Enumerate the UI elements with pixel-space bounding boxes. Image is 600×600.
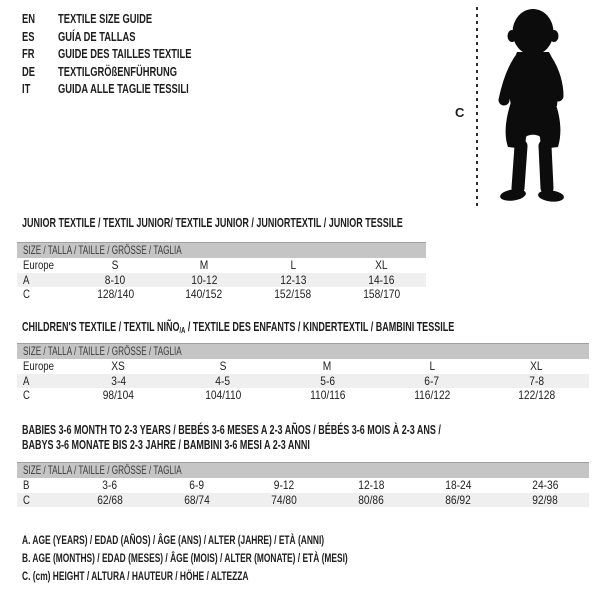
table-cell: 18-24 bbox=[445, 478, 472, 492]
language-title: GUIDE DES TAILLES TEXTILE bbox=[58, 46, 192, 61]
table-cell: 116/122 bbox=[414, 388, 451, 402]
table-cell: 140/152 bbox=[185, 287, 223, 301]
language-list bbox=[22, 10, 243, 98]
table-row bbox=[17, 287, 426, 302]
row-label: B bbox=[23, 478, 30, 492]
table-cell: 104/110 bbox=[204, 388, 241, 402]
table-header-label: SIZE / TALLA / TAILLE / GRÖSSE / TAGLIA bbox=[23, 463, 182, 477]
table-row bbox=[17, 493, 589, 508]
language-code: IT bbox=[22, 81, 31, 96]
table-cell: 4-5 bbox=[215, 373, 231, 388]
section-childrens-textile bbox=[17, 320, 589, 403]
size-table bbox=[17, 462, 589, 507]
language-row bbox=[22, 80, 243, 98]
table-row bbox=[17, 374, 589, 389]
table-cell: XL bbox=[375, 258, 388, 272]
table-header-label: SIZE / TALLA / TAILLE / GRÖSSE / TAGLIA bbox=[23, 243, 182, 257]
section-junior-textile bbox=[17, 216, 426, 302]
row-label: Europe bbox=[23, 359, 54, 373]
baby-silhouette-icon bbox=[487, 5, 577, 212]
table-cell: 122/128 bbox=[518, 388, 556, 402]
language-title: GUIDA ALLE TAGLIE TESSILI bbox=[58, 81, 189, 96]
table-cell: 24-36 bbox=[532, 478, 559, 492]
language-title: TEXTILGRÖßENFÜHRUNG bbox=[58, 63, 178, 79]
table-cell: 68/74 bbox=[183, 492, 210, 507]
table-cell: 110/116 bbox=[309, 388, 346, 402]
section-babies-textile bbox=[17, 423, 589, 507]
height-measure-dashed-line bbox=[476, 7, 478, 208]
language-code: EN bbox=[22, 11, 36, 26]
row-label: C bbox=[23, 492, 30, 507]
table-cell: 14-16 bbox=[368, 272, 395, 287]
table-header-bar bbox=[17, 462, 589, 478]
language-row bbox=[22, 28, 243, 46]
row-label: A bbox=[23, 373, 30, 388]
table-cell: 9-12 bbox=[273, 478, 295, 492]
size-table bbox=[17, 242, 426, 302]
section-title bbox=[22, 320, 589, 335]
footnote-line: C. (cm) HEIGHT / ALTURA / HAUTEUR / HÖHE / ALTEZZA bbox=[22, 569, 249, 583]
table-cell: 5-6 bbox=[320, 373, 335, 388]
language-row bbox=[22, 63, 243, 81]
row-label: C bbox=[23, 287, 30, 301]
row-label: A bbox=[23, 272, 30, 287]
footnote-legend bbox=[22, 531, 487, 585]
table-cell: 8-10 bbox=[105, 272, 126, 287]
table-header-bar bbox=[17, 343, 589, 359]
table-cell: S bbox=[111, 258, 119, 272]
table-cell: 152/158 bbox=[274, 287, 312, 301]
table-cell: S bbox=[219, 359, 227, 373]
table-cell: 86/92 bbox=[445, 492, 472, 507]
language-code: FR bbox=[22, 46, 35, 61]
table-cell: 6-9 bbox=[189, 478, 205, 492]
section-title-line: BABYS 3-6 MONATE BIS 2-3 JAHRE / BAMBINI 3-6 MESI A 2-3 ANNI bbox=[22, 438, 310, 452]
table-row bbox=[17, 359, 589, 374]
table-cell: 74/80 bbox=[271, 492, 297, 507]
row-label: C bbox=[23, 388, 30, 402]
table-row bbox=[17, 388, 589, 403]
table-cell: 6-7 bbox=[424, 373, 440, 388]
language-code: DE bbox=[22, 63, 36, 79]
section-title bbox=[22, 216, 426, 231]
table-cell: 128/140 bbox=[96, 287, 134, 301]
table-cell: M bbox=[199, 258, 209, 272]
row-label: Europe bbox=[23, 258, 54, 272]
table-row bbox=[17, 273, 426, 288]
table-cell: M bbox=[323, 359, 332, 373]
table-cell: 12-13 bbox=[279, 272, 306, 287]
section-title bbox=[22, 423, 589, 453]
table-cell: XS bbox=[111, 359, 126, 373]
language-row bbox=[22, 45, 243, 63]
table-cell: 62/68 bbox=[96, 492, 123, 507]
table-cell: 92/98 bbox=[532, 492, 559, 507]
table-cell: 10-12 bbox=[191, 272, 218, 287]
section-title-line: CHILDREN'S TEXTILE / TEXTIL $NIÑO_{/A}$ / TEXTILE DES ENFANTS / KINDERTEXTIL / BAMBINI TESSILE bbox=[22, 320, 455, 336]
section-title-line: BABIES 3-6 MONTH TO 2-3 YEARS / BEBÉS 3-6 MESES A 2-3 AÑOS / BÉBÉS 3-6 MOIS À 2-3 ANS / bbox=[22, 423, 441, 437]
table-cell: L bbox=[429, 359, 435, 373]
table-cell: 158/170 bbox=[363, 287, 401, 301]
table-row bbox=[17, 258, 426, 273]
table-cell: 98/104 bbox=[102, 388, 134, 402]
footnote-line: A. AGE (YEARS) / EDAD (AÑOS) / ÂGE (ANS) / ALTER (JAHRE) / ETÀ (ANNI) bbox=[22, 533, 325, 547]
table-row bbox=[17, 478, 589, 493]
language-title: GUÍA DE TALLAS bbox=[58, 28, 136, 44]
table-cell: 12-18 bbox=[358, 478, 385, 492]
table-header-label: SIZE / TALLA / TAILLE / GRÖSSE / TAGLIA bbox=[23, 344, 182, 358]
language-title: TEXTILE SIZE GUIDE bbox=[58, 11, 153, 26]
language-row bbox=[22, 10, 243, 28]
table-cell: 3-6 bbox=[102, 478, 117, 492]
table-cell: 7-8 bbox=[529, 373, 545, 388]
table-header-bar bbox=[17, 242, 426, 258]
section-title-line: JUNIOR TEXTILE / TEXTIL JUNIOR/ TEXTILE JUNIOR / JUNIORTEXTIL / JUNIOR TESSILE bbox=[22, 216, 403, 230]
table-cell: 80/86 bbox=[358, 492, 384, 507]
table-cell: L bbox=[290, 258, 296, 272]
table-cell: 3-4 bbox=[110, 373, 126, 388]
height-measure-label: C bbox=[455, 105, 465, 120]
language-code: ES bbox=[22, 28, 35, 44]
size-table bbox=[17, 343, 589, 403]
table-cell: XL bbox=[530, 359, 543, 373]
footnote-line: B. AGE (MONTHS) / EDAD (MESES) / ÂGE (MOIS) / ALTER (MONATE) / ETÀ (MESI) bbox=[22, 551, 348, 565]
